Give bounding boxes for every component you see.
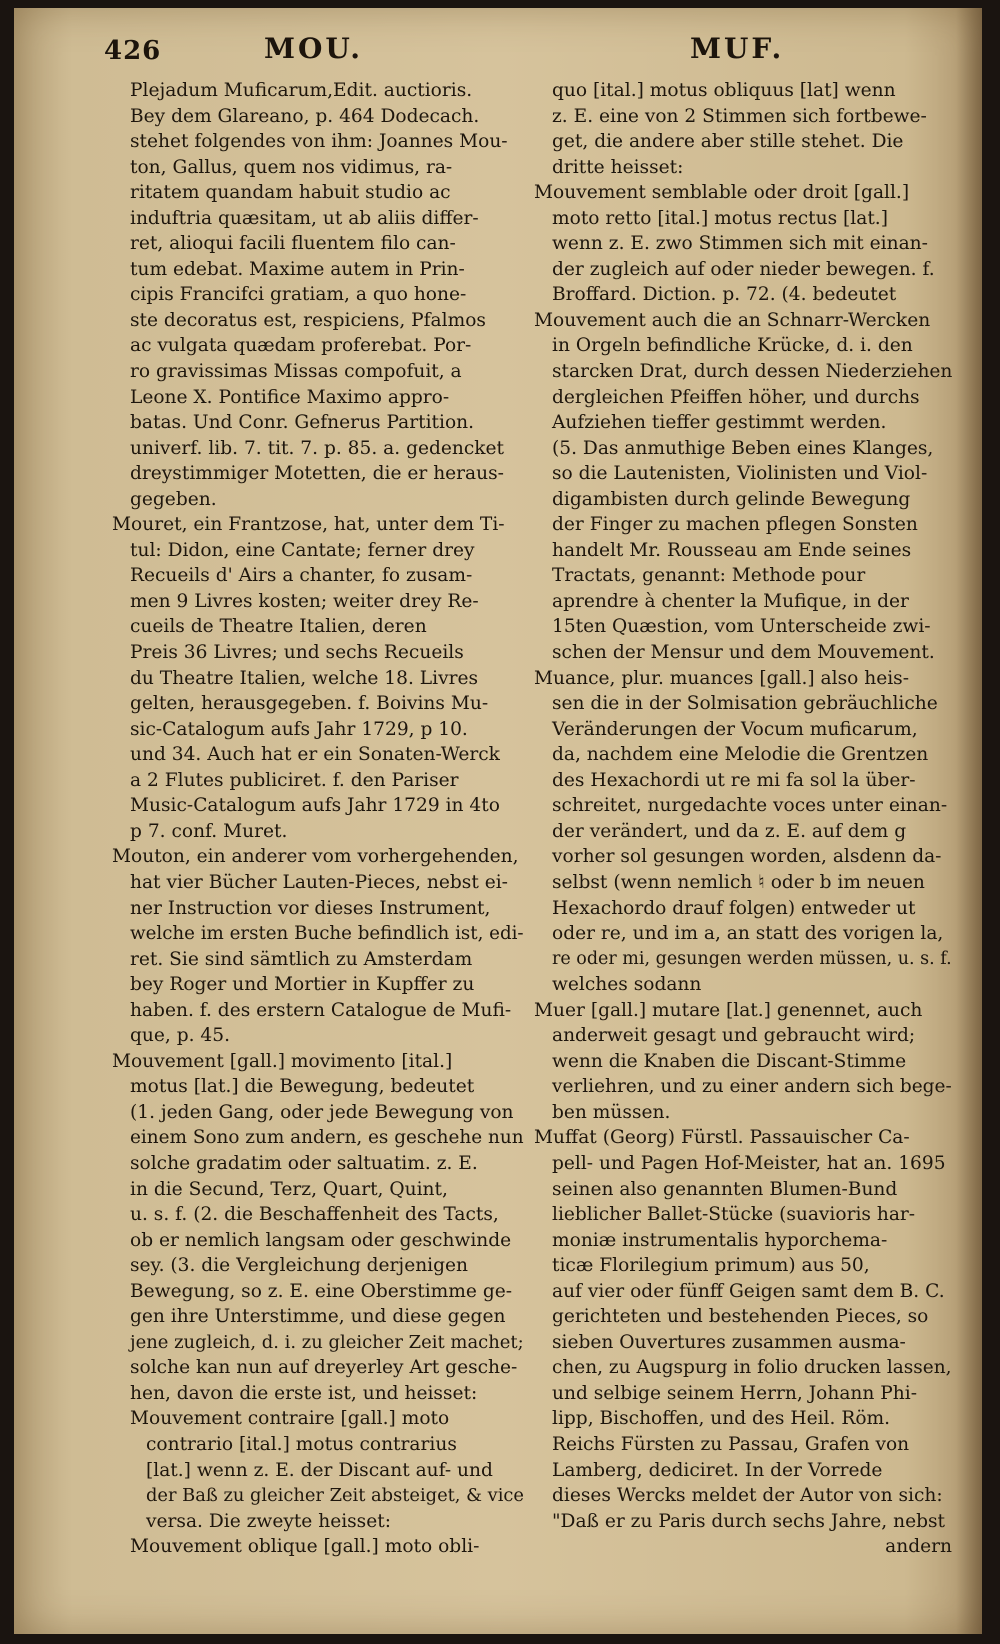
text-line: Veränderungen der Vocum muficarum,: [552, 718, 918, 740]
text-line: ste decoratus est, respiciens, Pfalmos: [130, 309, 486, 331]
text-line: ner Instruction vor dieses Instrument,: [130, 897, 491, 919]
text-line: haben. f. des erstern Catalogue de Mufi-: [130, 999, 512, 1021]
text-line: cipis Francifci gratiam, a quo hone-: [130, 284, 467, 306]
text-line: oder re, und im a, an statt des vorigen la,: [552, 923, 944, 945]
text-line: (5. Das anmuthige Beben eines Klanges,: [552, 437, 934, 459]
text-line: dritte heisset:: [552, 156, 684, 178]
text-line: tum edebat. Maxime autem in Prin-: [130, 258, 465, 280]
text-line: Mouvement contraire [gall.] moto: [130, 1408, 450, 1430]
text-line: wenn die Knaben die Discant-Stimme: [552, 1050, 907, 1072]
text-line: Bey dem Glareano, p. 464 Dodecach.: [130, 105, 480, 127]
text-line: andern: [885, 1536, 952, 1558]
text-line: univerf. lib. 7. tit. 7. p. 85. a. gedencket: [130, 437, 505, 459]
text-line: que, p. 45.: [130, 1025, 230, 1047]
text-line: selbst (wenn nemlich ♮ oder b im neuen: [552, 871, 925, 893]
text-line: ret. Sie sind sämtlich zu Amsterdam: [130, 948, 473, 970]
text-line: z. E. eine von 2 Stimmen sich fortbewe-: [552, 105, 927, 127]
text-line: re oder mi, gesungen werden müssen, u. s. f.: [552, 948, 952, 969]
text-line: moto retto [ital.] motus rectus [lat.]: [552, 207, 888, 229]
text-line: starcken Drat, durch dessen Niederziehen: [552, 361, 952, 383]
text-line: sen die in der Solmisation gebräuchliche: [552, 693, 938, 715]
text-line: 15ten Quæstion, vom Unterscheide zwi-: [552, 616, 931, 638]
text-line: hat vier Bücher Lauten-Pieces, nebst ei-: [130, 871, 508, 893]
text-line: welches sodann: [552, 974, 702, 996]
text-line: ritatem quandam habuit studio ac: [130, 182, 451, 204]
right-text-column: [534, 78, 952, 1560]
text-line: Music-Catalogum aufs Jahr 1729 in 4to: [130, 795, 500, 817]
text-line: Muffat (Georg) Fürstl. Passauischer Ca-: [534, 1127, 910, 1149]
text-line: in Orgeln befindliche Krücke, d. i. den: [552, 335, 913, 357]
text-line: verliehren, und zu einer andern sich bege-: [552, 1076, 952, 1098]
book-page: [14, 8, 982, 1634]
text-line: "Daß er zu Paris durch sechs Jahre, nebst: [552, 1510, 945, 1532]
text-line: solche kan nun auf dreyerley Art gesche-: [130, 1357, 518, 1379]
text-line: sey. (3. die Vergleichung derjenigen: [130, 1255, 468, 1277]
page-number: 426: [104, 36, 162, 66]
text-line: seinen also genannten Blumen-Bund: [552, 1178, 898, 1200]
text-line: da, nachdem eine Melodie die Grentzen: [552, 744, 929, 766]
text-line: Muer [gall.] mutare [lat.] genennet, auch: [534, 999, 923, 1021]
text-line: motus [lat.] die Bewegung, bedeutet: [130, 1076, 475, 1098]
text-line: Mouton, ein anderer vom vorhergehenden,: [112, 846, 519, 868]
text-line: Aufziehen tieffer gestimmt werden.: [552, 412, 887, 434]
text-line: dergleichen Pfeiffen höher, und durchs: [552, 386, 920, 408]
text-line: u. s. f. (2. die Beschaffenheit des Tacts,: [130, 1204, 499, 1226]
text-line: wenn z. E. zwo Stimmen sich mit einan-: [552, 233, 928, 255]
text-line: ro gravissimas Missas compofuit, a: [130, 361, 462, 383]
text-line: (1. jeden Gang, oder jede Bewegung von: [130, 1101, 514, 1123]
text-line: Broffard. Diction. p. 72. (4. bedeutet: [552, 284, 897, 306]
text-line: sic-Catalogum aufs Jahr 1729, p 10.: [130, 718, 468, 740]
running-header: [14, 32, 982, 72]
text-line: contrario [ital.] motus contrarius: [146, 1433, 457, 1455]
text-line: des Hexachordi ut re mi fa sol la über-: [552, 769, 916, 791]
text-line: men 9 Livres kosten; weiter drey Re-: [130, 590, 479, 612]
text-line: der verändert, und da z. E. auf dem g: [552, 820, 907, 842]
text-line: moniæ instrumentalis hyporchema-: [552, 1229, 888, 1251]
left-text-column: [112, 78, 524, 1560]
text-line: und 34. Auch hat er ein Sonaten-Werck: [130, 744, 500, 766]
text-line: schen der Mensur und dem Mouvement.: [552, 642, 935, 664]
text-line: in die Secund, Terz, Quart, Quint,: [130, 1178, 448, 1200]
text-line: versa. Die zweyte heisset:: [146, 1510, 391, 1532]
text-line: welche im ersten Buche befindlich ist, edi-: [130, 923, 524, 945]
text-line: aprendre à chenter la Mufique, in der: [552, 590, 909, 612]
text-line: Lamberg, dediciret. In der Vorrede: [552, 1459, 883, 1481]
text-line: ticæ Florilegium primum) aus 50,: [552, 1255, 870, 1277]
text-line: ben müssen.: [552, 1101, 671, 1123]
text-line: Recueils d' Airs a chanter, fo zusam-: [130, 565, 473, 587]
text-line: get, die andere aber stille stehet. Die: [552, 131, 904, 153]
text-line: quo [ital.] motus obliquus [lat] wenn: [552, 80, 896, 101]
left-column-heading: MOU.: [264, 32, 363, 65]
text-line: digambisten durch gelinde Bewegung: [552, 488, 911, 510]
text-line: Hexachordo drauf folgen) entweder ut: [552, 897, 916, 919]
text-line: Plejadum Muficarum,Edit. auctioris.: [130, 80, 473, 101]
text-line: der zugleich auf oder nieder bewegen. f.: [552, 258, 935, 280]
text-line: lieblicher Ballet-Stücke (suavioris har-: [552, 1204, 916, 1226]
text-line: vorher sol gesungen worden, alsdenn da-: [552, 846, 942, 868]
text-line: Leone X. Pontifice Maximo appro-: [130, 386, 450, 408]
text-line: schreitet, nurgedachte voces unter einan-: [552, 795, 948, 817]
text-line: handelt Mr. Rousseau am Ende seines: [552, 539, 912, 561]
text-line: Reichs Fürsten zu Passau, Grafen von: [552, 1433, 910, 1455]
text-line: du Theatre Italien, welche 18. Livres: [130, 667, 479, 689]
text-line: [lat.] wenn z. E. der Discant auf- und: [146, 1459, 493, 1481]
page-edge-shadow: [956, 8, 982, 1634]
text-line: a 2 Flutes publiciret. f. den Pariser: [130, 769, 459, 791]
text-line: Preis 36 Livres; und sechs Recueils: [130, 642, 464, 664]
text-line: p 7. conf. Muret.: [130, 820, 288, 842]
text-line: bey Roger und Mortier in Kupffer zu: [130, 974, 475, 996]
text-line: und selbige seinem Herrn, Johann Phi-: [552, 1382, 918, 1404]
text-line: einem Sono zum andern, es geschehe nun: [130, 1127, 524, 1149]
text-line: ret, alioqui facili fluentem filo can-: [130, 233, 456, 255]
text-line: sieben Ouvertures zusammen ausma-: [552, 1331, 906, 1353]
text-line: batas. Und Conr. Gefnerus Partition.: [130, 412, 475, 434]
text-line: Mouret, ein Frantzose, hat, unter dem Ti-: [112, 514, 505, 536]
text-line: induftria quæsitam, ut ab aliis differ-: [130, 207, 479, 229]
text-line: Mouvement [gall.] movimento [ital.]: [112, 1050, 453, 1072]
text-line: dieses Wercks meldet der Autor von sich:: [552, 1485, 943, 1507]
text-line: gegeben.: [130, 488, 217, 510]
text-line: stehet folgendes von ihm: Joannes Mou-: [130, 131, 508, 153]
right-column-heading: MUF.: [690, 32, 785, 65]
text-line: ac vulgata quædam proferebat. Por-: [130, 335, 472, 357]
text-line: anderweit gesagt und gebraucht wird;: [552, 1025, 916, 1047]
text-line: ob er nemlich langsam oder geschwinde: [130, 1229, 512, 1251]
text-line: Mouvement oblique [gall.] moto obli-: [130, 1536, 480, 1558]
text-line: solche gradatim oder saltuatim. z. E.: [130, 1152, 478, 1174]
text-line: chen, zu Augspurg in folio drucken lassen,: [552, 1357, 952, 1379]
text-line: dreystimmiger Motetten, die er heraus-: [130, 463, 504, 485]
text-line: gerichteten und bestehenden Pieces, so: [552, 1306, 929, 1328]
text-line: der Finger zu machen pflegen Sonsten: [552, 514, 918, 536]
text-line: Tractats, genannt: Methode pour: [552, 565, 866, 587]
text-line: tul: Didon, eine Cantate; ferner drey: [130, 539, 475, 561]
text-line: Mouvement semblable oder droit [gall.]: [534, 182, 910, 204]
text-line: Bewegung, so z. E. eine Oberstimme ge-: [130, 1280, 513, 1302]
text-line: der Baß zu gleicher Zeit absteiget, & vice: [146, 1485, 524, 1507]
text-line: cueils de Theatre Italien, deren: [130, 616, 427, 638]
text-line: Mouvement auch die an Schnarr-Wercken: [534, 309, 931, 331]
text-line: so die Lautenisten, Violinisten und Viol-: [552, 463, 928, 485]
text-line: ton, Gallus, quem nos vidimus, ra-: [130, 156, 453, 178]
text-line: auf vier oder fünff Geigen samt dem B. C.: [552, 1280, 945, 1302]
text-line: gen ihre Unterstimme, und diese gegen: [130, 1306, 506, 1328]
text-line: Muance, plur. muances [gall.] also heis-: [534, 667, 909, 689]
text-line: gelten, herausgegeben. f. Boivins Mu-: [130, 693, 489, 715]
text-line: pell- und Pagen Hof-Meister, hat an. 1695: [552, 1152, 946, 1174]
text-line: lipp, Bischoffen, und des Heil. Röm.: [552, 1408, 891, 1430]
text-line: jene zugleich, d. i. zu gleicher Zeit machet;: [130, 1331, 524, 1353]
text-line: hen, davon die erste ist, und heisset:: [130, 1382, 478, 1404]
